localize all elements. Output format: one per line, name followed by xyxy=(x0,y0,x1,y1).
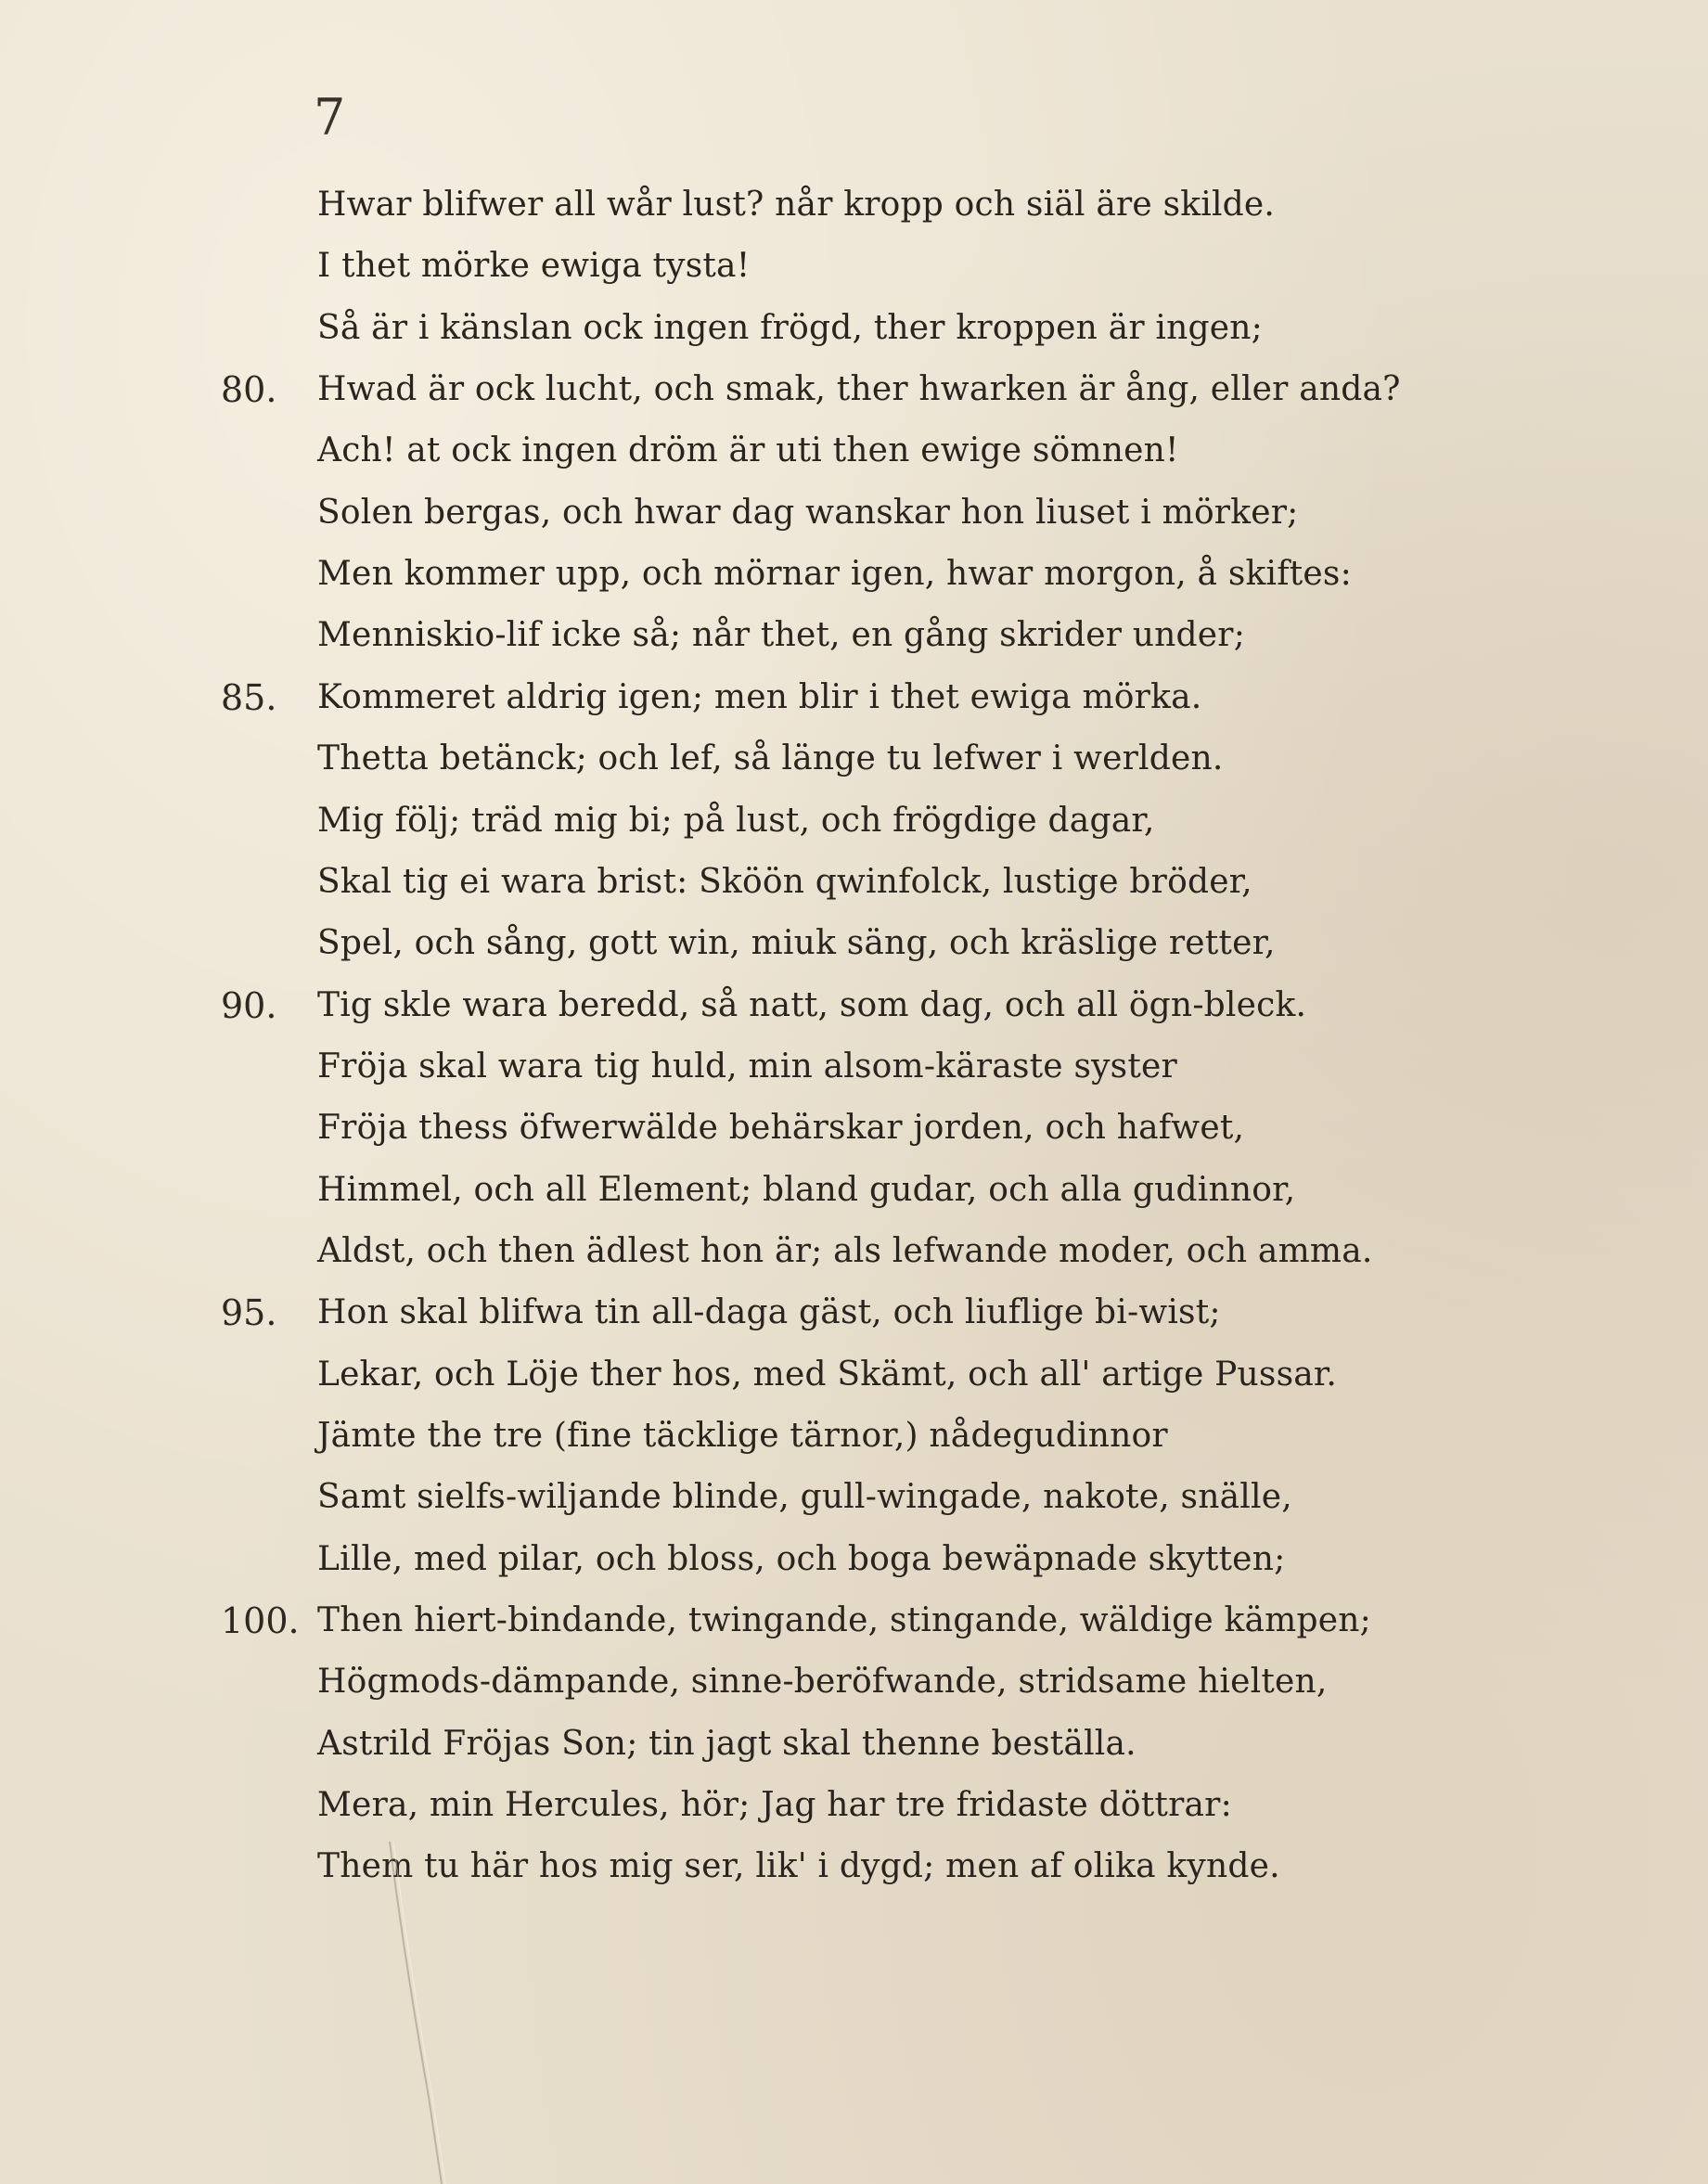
verse-line xyxy=(0,1221,1708,1282)
line-text: Thetta betänck; och lef, så länge tu lefwer i werlden. xyxy=(317,739,1224,777)
verse-line xyxy=(0,1344,1708,1406)
verse-line xyxy=(0,1714,1708,1775)
verse-line xyxy=(0,852,1708,913)
line-text: Them tu här hos mig ser, lik' i dygd; men af olika kynde. xyxy=(317,1847,1280,1885)
verse-line xyxy=(0,667,1708,728)
line-text: Högmods-dämpande, sinne-beröfwande, stridsame hielten, xyxy=(317,1663,1328,1701)
verse-line xyxy=(0,1590,1708,1651)
verse-line xyxy=(0,236,1708,297)
verse-line xyxy=(0,174,1708,236)
verse-line xyxy=(0,359,1708,420)
line-text: Jämte the tre (fine täcklige tärnor,) nådegudinnor xyxy=(317,1417,1168,1455)
line-text: Fröja skal wara tig huld, min alsom-käraste syster xyxy=(317,1047,1177,1086)
line-text: Fröja thess öfwerwälde behärskar jorden, och hafwet, xyxy=(317,1109,1245,1147)
verse-line xyxy=(0,1036,1708,1098)
line-text: Skal tig ei wara brist: Sköön qwinfolck, lustige bröder, xyxy=(317,863,1252,901)
line-text: Aldst, och then ädlest hon är; als lefwande moder, och amma. xyxy=(317,1232,1373,1270)
verse-line xyxy=(0,298,1708,359)
line-text: Mig följ; träd mig bi; på lust, och frögdige dagar, xyxy=(317,802,1155,840)
line-text: Astrild Fröjas Son; tin jagt skal thenne beställa. xyxy=(317,1725,1137,1763)
line-text: Lekar, och Löje ther hos, med Skämt, och all' artige Pussar. xyxy=(317,1355,1338,1394)
line-text: Hon skal blifwa tin all-daga gäst, och liuflige bi-wist; xyxy=(317,1293,1221,1331)
verse-line xyxy=(0,728,1708,790)
line-text: Men kommer upp, och mörnar igen, hwar morgon, å skiftes: xyxy=(317,555,1352,593)
verse-line xyxy=(0,544,1708,605)
line-text: Så är i känslan ock ingen frögd, ther kroppen är ingen; xyxy=(317,309,1263,347)
line-text: Then hiert-bindande, twingande, stingande, wäldige kämpen; xyxy=(317,1601,1371,1639)
verse-line xyxy=(0,1098,1708,1159)
line-text: Mera, min Hercules, hör; Jag har tre fridaste döttrar: xyxy=(317,1786,1232,1824)
line-text: Samt sielfs-wiljande blinde, gull-wingade, nakote, snälle, xyxy=(317,1478,1292,1516)
line-number: 80. xyxy=(221,369,277,410)
verse-line xyxy=(0,1282,1708,1343)
line-text: Hwar blifwer all wår lust? når kropp och siäl äre skilde. xyxy=(317,186,1276,224)
line-number: 90. xyxy=(221,985,277,1026)
line-text: Kommeret aldrig igen; men blir i thet ewiga mörka. xyxy=(317,678,1202,716)
verse-line xyxy=(0,1651,1708,1713)
page-number: 7 xyxy=(314,88,346,147)
verse-line xyxy=(0,1836,1708,1897)
line-text: Spel, och sång, gott win, miuk säng, och kräslige retter, xyxy=(317,924,1276,962)
verse-line xyxy=(0,482,1708,544)
verse-line xyxy=(0,420,1708,482)
verse-line xyxy=(0,1775,1708,1836)
line-text: Ach! at ock ingen dröm är uti then ewige sömnen! xyxy=(317,431,1179,469)
line-text: Lille, med pilar, och bloss, och boga bewäpnade skytten; xyxy=(317,1540,1286,1578)
line-text: Solen bergas, och hwar dag wanskar hon liuset i mörker; xyxy=(317,494,1299,532)
line-number: 85. xyxy=(221,677,277,718)
verse-line xyxy=(0,605,1708,666)
line-text: Himmel, och all Element; bland gudar, och alla gudinnor, xyxy=(317,1171,1296,1209)
line-text: Menniskio-lif icke så; når thet, en gång skrider under; xyxy=(317,616,1246,654)
verse-line xyxy=(0,975,1708,1036)
verse-line xyxy=(0,790,1708,852)
verse-line xyxy=(0,1467,1708,1528)
verse-line xyxy=(0,1160,1708,1221)
line-number: 95. xyxy=(221,1292,277,1333)
line-number: 100. xyxy=(221,1600,300,1641)
verse-line xyxy=(0,1406,1708,1467)
line-text: I thet mörke ewiga tysta! xyxy=(317,247,751,285)
verse-line xyxy=(0,913,1708,974)
verse-line xyxy=(0,1529,1708,1590)
line-text: Tig skle wara beredd, så natt, som dag, och all ögn-bleck. xyxy=(317,986,1307,1024)
line-text: Hwad är ock lucht, och smak, ther hwarken är ång, eller anda? xyxy=(317,370,1401,408)
